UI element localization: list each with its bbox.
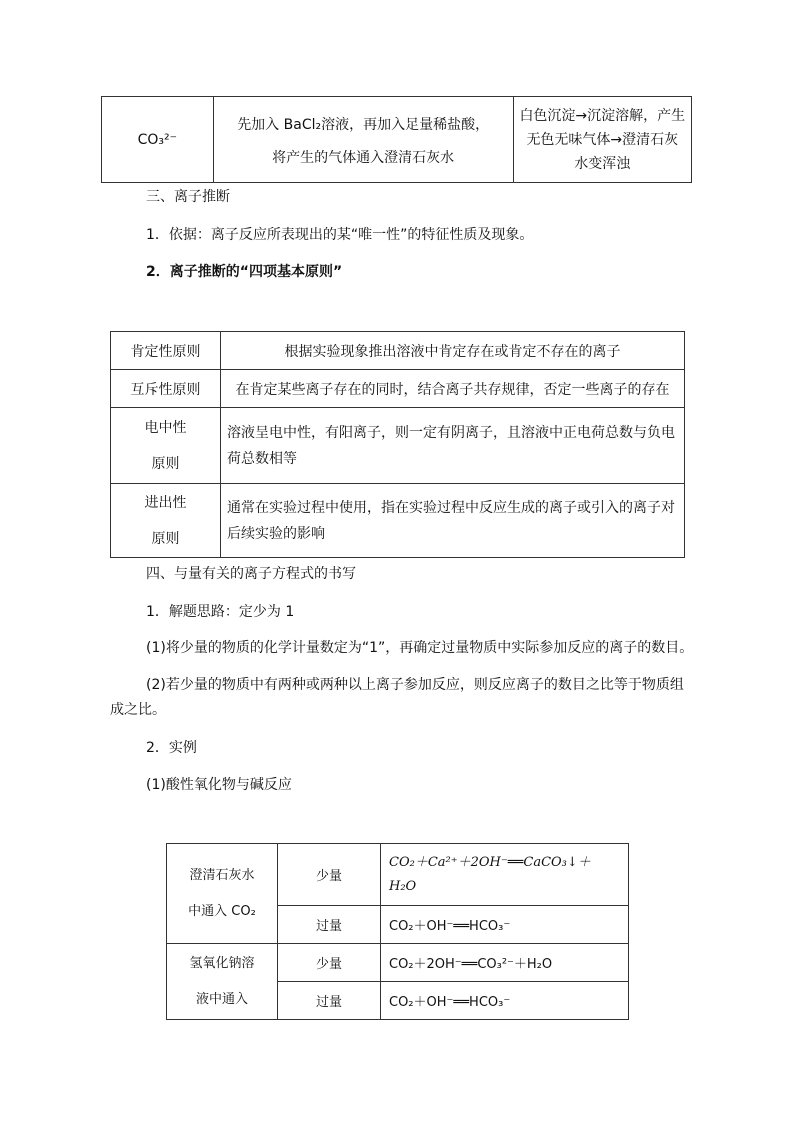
principle-name-line-2: 原则 (151, 455, 180, 472)
method-line-2: 将产生的气体通入澄清石灰水 (272, 149, 455, 166)
principle-desc-line-1: 溶液呈电中性，有阳离子，则一定有阴离子，且溶液中正电荷总数与负电 (227, 424, 675, 441)
principle-name (111, 484, 221, 558)
group-line-2: 中通入 CO₂ (188, 903, 256, 919)
result-line-1: 白色沉淀→沉淀溶解，产生 (519, 107, 686, 124)
principle-name (111, 408, 221, 484)
equation-cell: CO₂＋OH⁻══HCO₃⁻ (381, 982, 629, 1020)
principle-desc: 在肯定某些离子存在的同时，结合离子共存规律，否定一些离子的存在 (221, 370, 685, 408)
group-line-1: 澄清石灰水 (189, 867, 255, 883)
amount-cell: 过量 (278, 982, 381, 1020)
result-line-2: 无色无味气体→澄清石灰 (526, 131, 679, 148)
section-4-para-2-line-1: (2)若少量的物质中有两种或两种以上离子参加反应，则反应离子的数目之比等于物质组 (146, 677, 684, 693)
section-4-item-2: 2．实例 (146, 740, 197, 756)
section-3-item-2: 2．离子推断的“四项基本原则” (146, 264, 343, 280)
method-line-1: 先加入 BaCl₂溶液，再加入足量稀盐酸， (237, 116, 490, 133)
group-line-2: 液中通入 (195, 991, 248, 1007)
ion-formula: CO₃²⁻ (137, 131, 178, 148)
equation-line-2: H₂O (389, 878, 417, 894)
equation-line-1: CO₂＋Ca²⁺＋2OH⁻══CaCO₃↓＋ (389, 854, 591, 870)
principle-desc (221, 408, 685, 484)
amount-cell: 少量 (278, 844, 381, 906)
equation-cell: CO₂＋2OH⁻══CO₃²⁻＋H₂O (381, 944, 629, 982)
principle-desc: 根据实验现象推出溶液中肯定存在或肯定不存在的离子 (221, 332, 685, 370)
group-cell (167, 944, 278, 1020)
principle-name-line-1: 进出性 (144, 494, 187, 511)
principle-desc-line-1: 通常在实验过程中使用，指在实验过程中反应生成的离子或引入的离子对 (227, 499, 675, 516)
principle-name-line-2: 原则 (151, 530, 180, 547)
section-4-para-2-line-2: 成之比。 (110, 702, 166, 718)
result-cell (513, 97, 691, 183)
section-4-para-1: (1)将少量的物质的化学计量数定为“1”，再确定过量物质中实际参加反应的离子的数目。 (146, 640, 694, 656)
ion-cell (102, 97, 214, 183)
section-4-heading: 四、与量有关的离子方程式的书写 (146, 566, 356, 582)
principle-desc-line-2: 后续实验的影响 (227, 525, 325, 542)
section-3-heading: 三、离子推断 (146, 189, 230, 205)
principle-name: 互斥性原则 (111, 370, 221, 408)
method-cell (213, 97, 513, 183)
section-3-item-1: 1．依据：离子反应所表现出的某“唯一性”的特征性质及现象。 (146, 227, 534, 243)
principles-table (110, 331, 685, 558)
section-4-item-1: 1．解题思路：定少为 1 (146, 604, 295, 620)
amount-cell: 过量 (278, 906, 381, 944)
ion-test-table (101, 96, 692, 183)
section-4-sub-1: (1)酸性氧化物与碱反应 (146, 777, 292, 793)
equation-table (166, 843, 629, 1020)
equation-cell: CO₂＋OH⁻══HCO₃⁻ (381, 906, 629, 944)
principle-name-line-1: 电中性 (144, 419, 187, 436)
principle-desc-line-2: 荷总数相等 (227, 450, 297, 467)
group-cell (167, 844, 278, 944)
principle-desc (221, 484, 685, 558)
principle-name: 肯定性原则 (111, 332, 221, 370)
amount-cell: 少量 (278, 944, 381, 982)
equation-cell (381, 844, 629, 906)
group-line-1: 氢氧化钠溶 (189, 955, 255, 971)
result-line-3: 水变浑浊 (574, 155, 631, 172)
